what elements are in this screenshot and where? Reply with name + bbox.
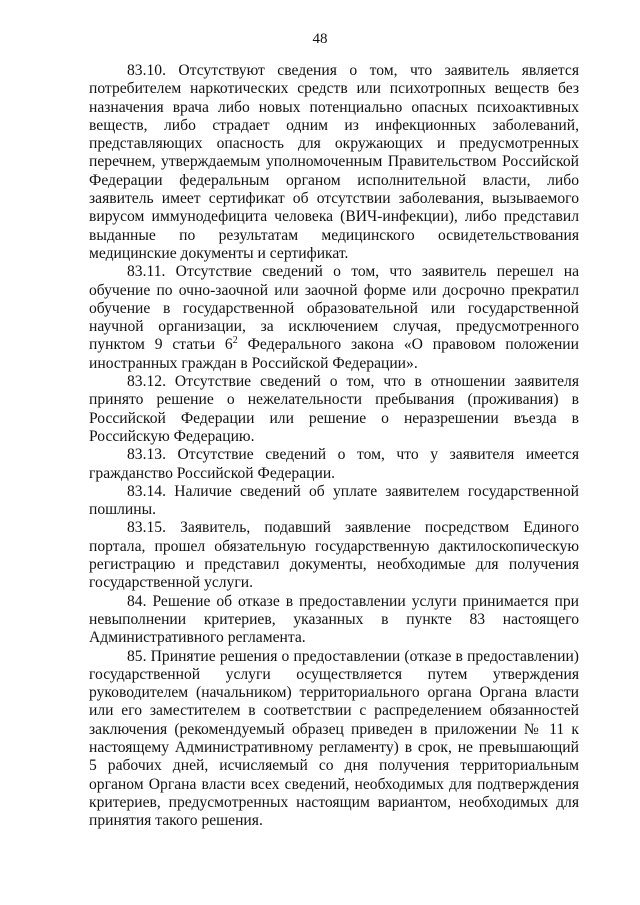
paragraph-83-12: 83.12. Отсутствие сведений о том, что в отношении заявителя принято решение о нежелательности пребывания (проживания) в Российской Федерации или решение о неразрешении въезда в Российскую Федерацию. xyxy=(89,373,579,445)
paragraph-83-11 xyxy=(89,263,579,373)
superscript-article-number: 2 xyxy=(232,335,238,347)
paragraph-83-10: 83.10. Отсутствуют сведения о том, что заявитель является потребителем наркотических средств или психотропных веществ без назначения врача либо новых потенциально опасных психоактивных веществ, либо страдает одним из инфекционных заболеваний, представляющих опасность для окружающих и предусмотренных перечнем, утверждаемым уполномоченным Правительством Российской Федерации федеральным органом исполнительной власти, либо заявитель имеет сертификат об отсутствии заболевания, вызываемого вирусом иммунодефицита человека (ВИЧ-инфекции), либо представил выданные по результатам медицинского освидетельствования медицинские документы и сертификат. xyxy=(89,62,579,262)
paragraph-83-13: 83.13. Отсутствие сведений о том, что у заявителя имеется гражданство Российской Федерации. xyxy=(89,446,579,482)
paragraph-83-11-text: 83.11. Отсутствие сведений о том, что заявитель перешел на обучение по очно-заочной или заочной форме или досрочно прекратил обучение в государственной образовательной или государственной научной организации, за исключением случая, предусмотренного пунктом 9 статьи 6 xyxy=(89,263,579,354)
paragraph-85: 85. Принятие решения о предоставлении (отказе в предоставлении) государственной услуги осуществляется путем утверждения руководителем (начальником) территориального органа Органа власти или его заместителем в соответствии с распределением обязанностей заключения (рекомендуемый образец приведен в приложении № 11 к настоящему Административному регламенту) в срок, не превышающий 5 рабочих дней, исчисляемый со дня получения территориальным органом Органа власти всех сведений, необходимых для подтверждения критериев, предусмотренных настоящим вариантом, необходимых для принятия такого решения. xyxy=(89,647,579,830)
paragraph-83-11-text-end: Федерального закона «О правовом положении иностранных граждан в Российской Федерации». xyxy=(89,336,579,372)
page-number: 48 xyxy=(312,31,328,47)
document-body xyxy=(89,62,579,830)
paragraph-83-14: 83.14. Наличие сведений об уплате заявителем государственной пошлины. xyxy=(89,482,579,519)
paragraph-83-15: 83.15. Заявитель, подавший заявление посредством Единого портала, прошел обязательную государственную дактилоскопическую регистрацию и представил документы, необходимые для получения государственной услуги. xyxy=(89,519,579,592)
paragraph-84: 84. Решение об отказе в предоставлении услуги принимается при невыполнении критериев, указанных в пункте 83 настоящего Административного регламента. xyxy=(89,592,579,647)
